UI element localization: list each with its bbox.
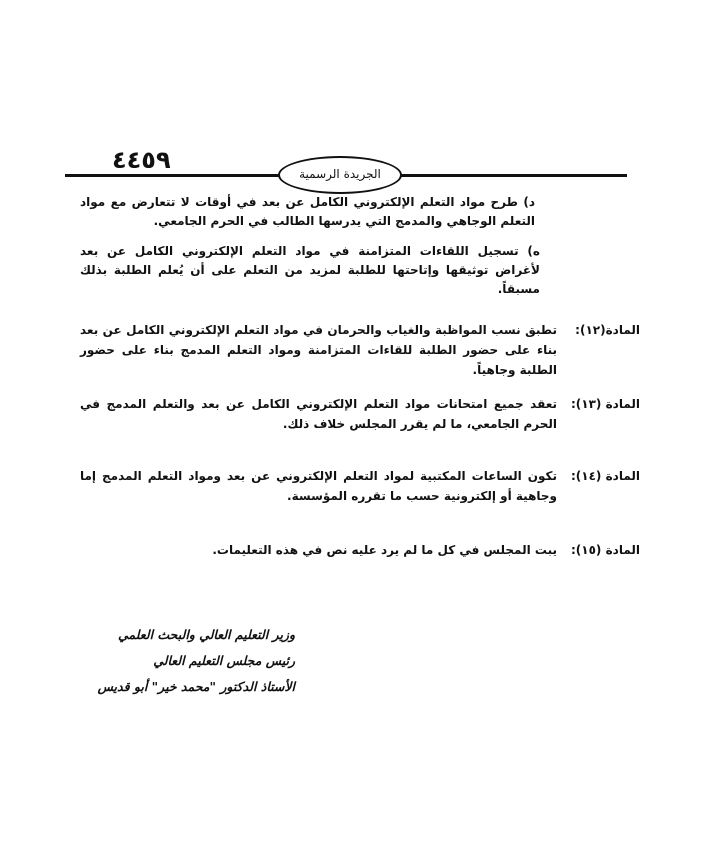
- gazette-title: الجريدة الرسمية: [299, 167, 381, 181]
- article-text: تكون الساعات المكتبية لمواد التعلم الإلكتروني عن بعد ومواد التعلم المدمج إما وجاهية أو إلكترونية حسب ما تقرره المؤسسة.: [80, 469, 557, 503]
- article-text: يبت المجلس في كل ما لم يرد عليه نص في هذه التعليمات.: [212, 543, 557, 557]
- article-label: المادة(١٢):: [575, 323, 640, 337]
- article-14: [80, 466, 640, 506]
- article-13: [80, 394, 640, 434]
- signature-name: الأستاذ الدكتور "محمد خير" أبو قديس: [97, 679, 295, 694]
- article-15: [80, 540, 640, 560]
- article-label: المادة (١٣):: [570, 397, 640, 411]
- gazette-title-badge: [278, 156, 402, 194]
- list-item-d: د) طرح مواد التعلم الإلكتروني الكامل عن بعد في أوقات لا تتعارض مع مواد التعلم الوجاهي والمدمج التي يدرسها الطالب في الحرم الجامعي.: [80, 195, 535, 228]
- article-text: تطبق نسب المواظبة والغياب والحرمان في مواد التعلم الإلكتروني الكامل عن بعد بناء على حضور الطلبة للقاءات المتزامنة ومواد التعلم المدمج بناء على حضور الطلبة وجاهياً.: [80, 323, 557, 377]
- article-label: المادة (١٤):: [570, 469, 640, 483]
- signature-council-title: رئيس مجلس التعليم العالي: [153, 653, 295, 668]
- signature-block: [75, 622, 295, 700]
- article-label: المادة (١٥):: [570, 543, 640, 557]
- signature-minister-title: وزير التعليم العالي والبحث العلمي: [117, 627, 295, 642]
- article-text: تعقد جميع امتحانات مواد التعلم الإلكتروني الكامل عن بعد والتعلم المدمج في الحرم الجامعي، ما لم يقرر المجلس خلاف ذلك.: [80, 397, 557, 431]
- article-12: [80, 320, 640, 380]
- list-item-h: ه) تسجيل اللقاءات المتزامنة في مواد التعلم الإلكتروني الكامل عن بعد لأغراض توثيقها وإتاحتها للطلبة لمزيد من التعلم على أن يُعلم الطلبة بذلك مسبقاً.: [80, 244, 540, 296]
- page-number: ٤٤٥٩: [112, 146, 171, 174]
